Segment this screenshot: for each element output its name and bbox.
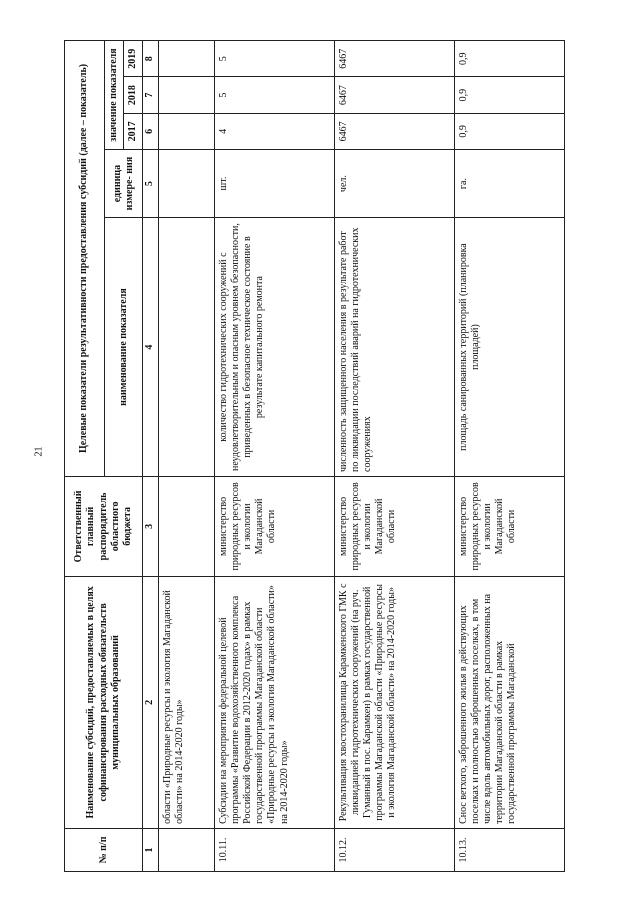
header-year-2017: 2017 <box>124 113 143 149</box>
subsidies-table <box>64 40 565 872</box>
value-2018: 5 <box>214 77 334 113</box>
header-indicator-name: наименование показателя <box>105 218 143 477</box>
index-cell: 1 <box>143 828 158 871</box>
indicator-name: площадь санированных территорий (планировка площадей) <box>454 218 564 477</box>
table-row <box>214 41 334 872</box>
index-cell: 6 <box>143 113 158 149</box>
value-2019: 6467 <box>334 41 454 77</box>
index-cell: 5 <box>143 150 158 218</box>
unit: шт. <box>214 150 334 218</box>
value-2017: 4 <box>214 113 334 149</box>
row-num: 10.13. <box>454 828 564 871</box>
value-2018: 0,9 <box>454 77 564 113</box>
value-2018: 6467 <box>334 77 454 113</box>
indicator-name <box>158 218 214 477</box>
header-values: значение показателя <box>105 41 124 150</box>
value-2017: 0,9 <box>454 113 564 149</box>
value-2019: 0,9 <box>454 41 564 77</box>
table-row <box>454 41 564 872</box>
unit <box>158 150 214 218</box>
index-row <box>143 41 158 872</box>
indicator-name: количество гидротехнических сооружений с неудовлетворительным и опасным уровнем безопасности, приведенных в безопасное техническое состояние в результате капитального ремонта <box>214 218 334 477</box>
value-2018 <box>158 77 214 113</box>
index-cell: 3 <box>143 476 158 576</box>
indicator-name: численность защищенного населения в результате работ по ликвидации последствий аварий на гидротехнических сооружениях <box>334 218 454 477</box>
subsidy-name: Снос ветхого, заброшенного жилья в действующих поселках и полностью заброшенных поселках, в том числе вдоль автомобильных дорог, расположенных на территории Магаданской области в рамках государственной программы Магаданской <box>454 576 564 828</box>
header-unit: единица измере- ния <box>105 150 143 218</box>
value-2017 <box>158 113 214 149</box>
page-number: 21 <box>33 446 45 457</box>
responsible: министерство природных ресурсов и экологии Магаданской области <box>334 476 454 576</box>
index-cell: 8 <box>143 41 158 77</box>
header-year-2019: 2019 <box>124 41 143 77</box>
responsible: министерство природных ресурсов и экологии Магаданской области <box>214 476 334 576</box>
index-cell: 2 <box>143 576 158 828</box>
row-num: 10.11. <box>214 828 334 871</box>
responsible <box>158 476 214 576</box>
header-responsible: Ответственный главный распорядитель областного бюджета <box>65 476 143 576</box>
value-2017: 6467 <box>334 113 454 149</box>
index-cell: 7 <box>143 77 158 113</box>
unit: га. <box>454 150 564 218</box>
table-row <box>158 41 214 872</box>
header-year-2018: 2018 <box>124 77 143 113</box>
index-cell: 4 <box>143 218 158 477</box>
row-num <box>158 828 214 871</box>
row-num: 10.12. <box>334 828 454 871</box>
value-2019 <box>158 41 214 77</box>
subsidy-name: области «Природные ресурсы и экология Магаданской области» на 2014-2020 годы» <box>158 576 214 828</box>
header-name: Наименование субсидий, предоставляемых в целях софинансирования расходных обязательств муниципальных образований <box>65 576 143 828</box>
unit: чел. <box>334 150 454 218</box>
responsible: министерство природных ресурсов и экологии Магаданской области <box>454 476 564 576</box>
value-2019: 5 <box>214 41 334 77</box>
subsidy-name: Субсидии на мероприятия федеральной целевой программы «Развитие водохозяйственного комплекса Российской Федерации в 2012-2020 годах» в рамках государственной программы Магаданской области «Природные ресурсы и экология Магаданской области» на 2014-2020 годы» <box>214 576 334 828</box>
table-row <box>334 41 454 872</box>
subsidy-name: Рекультивация хвостохранилища Карамкенского ГМК с ликвидацией гидротехнических сооружений (на руч. Гуманный в пос. Карамкен) в рамках государственной программы Магаданской области «Природные ресурсы и экология Магаданской области» на 2014-2020 годы» <box>334 576 454 828</box>
rotated-page <box>64 40 576 872</box>
header-targets: Целевые показатели результативности предоставления субсидий (далее – показатель) <box>65 41 105 477</box>
header-num: № п/п <box>65 828 143 871</box>
